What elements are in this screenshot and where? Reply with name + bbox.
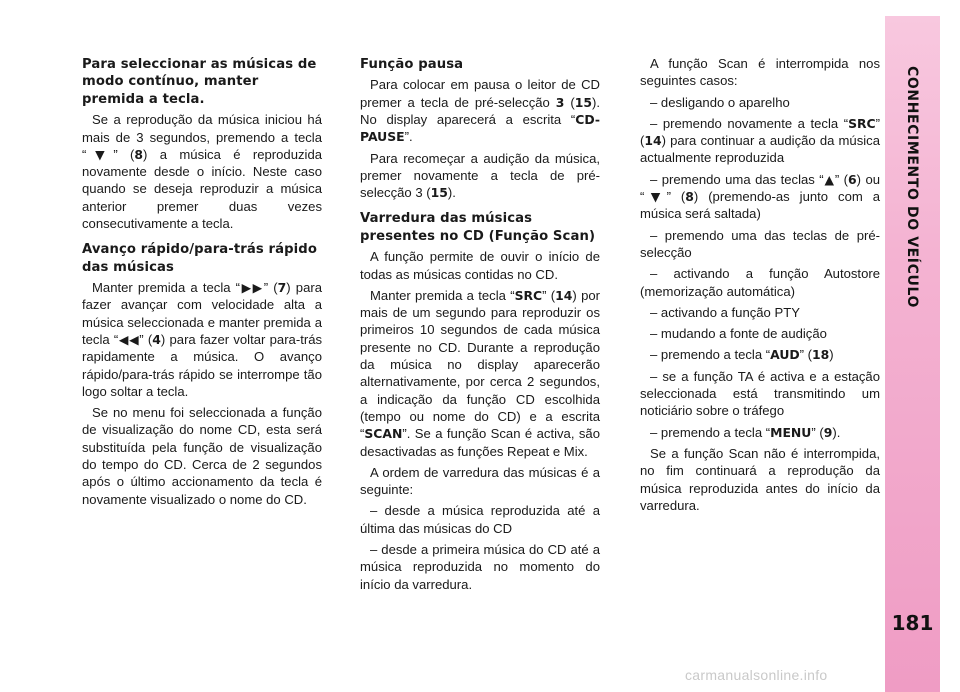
paragraph-scan-intro: A função permite de ouvir o início de todas as músicas contidas no CD.	[360, 249, 600, 282]
heading-continuous-selection: Para seleccionar as músicas de modo contínuo, manter premida a tecla.	[82, 57, 317, 107]
heading-pause-function: Função pausa	[360, 57, 464, 72]
list-item: – activando a função PTY	[650, 304, 800, 320]
paragraph-scan-end: Se a função Scan não é interrompida, no fim continuará a reprodução da música reproduzida antes do início da varredura.	[640, 445, 880, 513]
heading-scan-function: Varredura das músicas presentes no CD (Função Scan)	[360, 211, 596, 244]
chapter-sidebar	[885, 16, 940, 692]
rewind-icon: ◀◀	[118, 332, 140, 347]
paragraph-pause: Para colocar em pausa o leitor de CD premer a tecla de pré-selecção 3 (15). No display aparecerá a escrita “CD-PAUSE”.	[360, 77, 601, 145]
paragraph-scan-order: A ordem de varredura das músicas é a seguinte:	[360, 464, 600, 498]
paragraph-previous-track: Se a reprodução da música iniciou há mais de 3 segundos, premendo a tecla “▼” (8) a música é reproduzida novamente desde o início. Neste caso quando se deseja reproduzir a música anterior premer duas vezes consecutivamente a tecla.	[82, 112, 323, 231]
up-arrow-icon: ▲	[823, 171, 835, 187]
list-item: – mudando a fonte de audição	[650, 326, 827, 342]
list-item: – premendo a tecla “MENU” (9).	[650, 424, 841, 440]
chapter-title-container	[885, 16, 940, 346]
list-item: – activando a função Autostore (memorização automática)	[640, 266, 880, 299]
heading-fast-forward-rewind: Avanço rápido/para-trás rápido das músicas	[82, 242, 317, 275]
list-item: – desde a primeira música do CD até a música reproduzida no momento do início da varredura.	[360, 542, 600, 592]
down-arrow-icon: ▼	[86, 146, 114, 162]
paragraph-scan-activation: Manter premida a tecla “SRC” (14) por mais de um segundo para reproduzir os primeiros 10 segundos de cada música presente no CD. Durante a reprodução da música no display aparecerão alternativamente, por cerca 2 segundos, a indicação da função CD escolhida (tempo ou nome do CD) e a escrita “SCAN”. Se a função Scan é activa, são desactivadas as funções Repeat e Mix.	[360, 287, 600, 459]
paragraph-scan-interrupt: A função Scan é interrompida nos seguintes casos:	[640, 56, 880, 89]
watermark: carmanualsonline.info	[685, 667, 828, 683]
column-middle	[360, 56, 600, 593]
paragraph-resume: Para recomeçar a audição da música, premer novamente a tecla de pré-selecção 3 (15).	[360, 150, 600, 201]
page-number: 181	[891, 611, 934, 635]
list-item: – premendo novamente a tecla “SRC” (14) para continuar a audição da música actualmente reproduzida	[640, 115, 880, 166]
column-left	[82, 56, 322, 508]
paragraph-fast-forward: Manter premida a tecla “▶▶” (7) para fazer avançar com velocidade alta a música seleccionada e manter premida a tecla “◀◀” (4) para fazer voltar para-trás rapidamente a música. O avanço rápido/para-trás rápido se interrompe tão logo soltar a tecla.	[82, 280, 323, 399]
fast-forward-icon: ▶▶	[240, 280, 264, 296]
paragraph-cd-name-display: Se no menu foi seleccionada a função de visualização do nome CD, esta será substituída pela função de visualização do tempo do CD. Cerca de 2 segundos após o último accionamento da tecla é novamente visualizado o nome do CD.	[82, 405, 322, 507]
list-item: – premendo uma das teclas “▲” (6) ou “▼” (8) (premendo-as junto com a música será saltada)	[640, 171, 881, 222]
column-right	[640, 55, 880, 514]
list-item: – se a função TA é activa e a estação seleccionada está transmitindo um noticiário sobre o tráfego	[640, 368, 880, 419]
list-item: – premendo uma das teclas de pré-selecção	[640, 227, 880, 260]
list-item: – desde a música reproduzida até a última das músicas do CD	[360, 503, 600, 536]
list-item: – premendo a tecla “AUD” (18)	[650, 347, 834, 363]
chapter-title: CONHECIMENTO DO VEÍCULO	[904, 66, 920, 308]
list-item: – desligando o aparelho	[650, 94, 790, 110]
down-arrow-icon: ▼	[644, 189, 667, 205]
